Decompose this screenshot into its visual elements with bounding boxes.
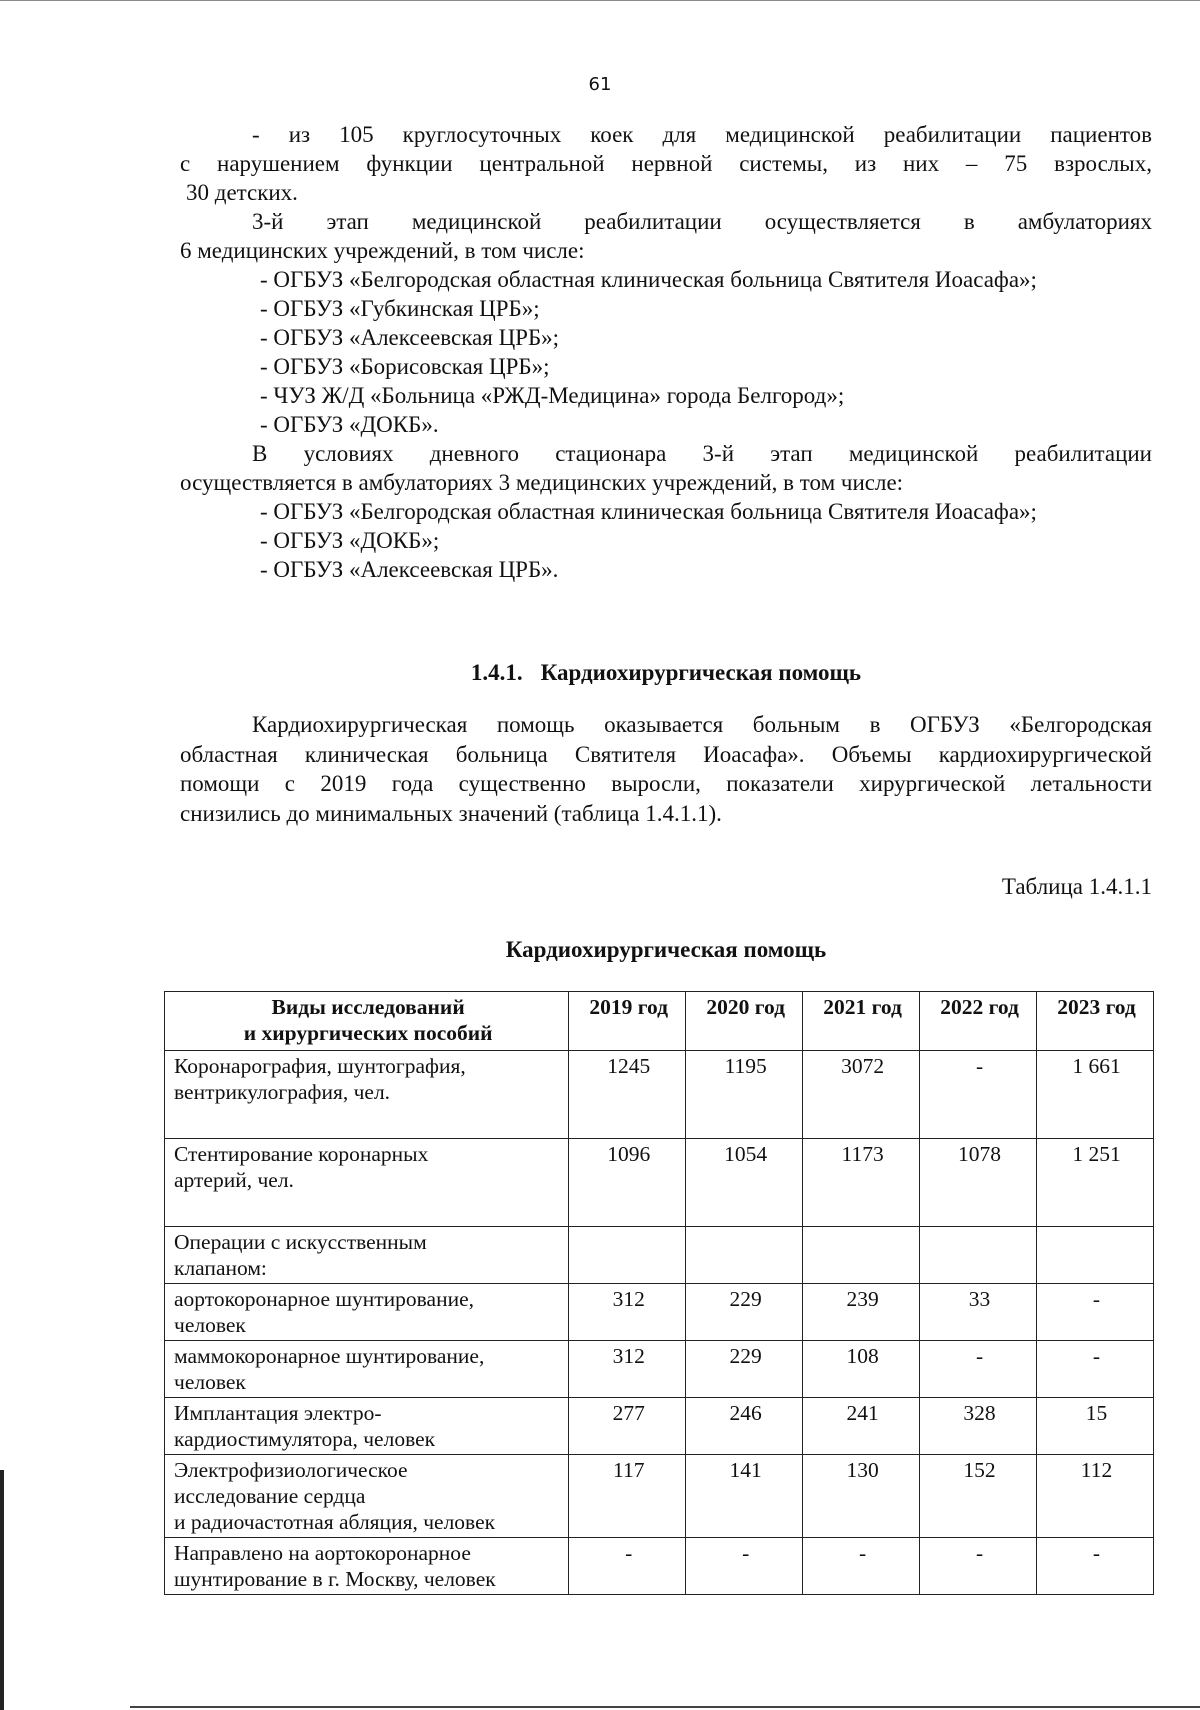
value-cell: 1195	[686, 1051, 803, 1139]
value-cell: 1 251	[1037, 1139, 1154, 1227]
value-cell: 312	[569, 1284, 686, 1341]
list-item: - ОГБУЗ «ДОКБ».	[260, 412, 439, 437]
intro-text	[180, 120, 1152, 584]
page-number: 61	[588, 74, 612, 95]
row-label	[165, 1538, 569, 1595]
header-line: и хирургических пособий	[243, 1021, 493, 1045]
header-year: 2023 год	[1037, 992, 1154, 1051]
row-label-line: кардиостимулятора, человек	[174, 1427, 436, 1451]
row-label-line: Операции с искусственным	[174, 1230, 427, 1254]
value-cell: -	[569, 1538, 686, 1595]
section-title: Кардиохирургическая помощь	[540, 660, 862, 685]
value-cell: -	[1037, 1538, 1154, 1595]
row-label-line: человек	[174, 1313, 246, 1337]
list-item: - ОГБУЗ «Губкинская ЦРБ»;	[260, 296, 540, 321]
row-label-line: Электрофизиологическое	[174, 1458, 408, 1482]
header-year: 2019 год	[569, 992, 686, 1051]
left-margin-line	[0, 1470, 4, 1710]
row-label-line: артерий, чел.	[174, 1168, 294, 1192]
row-label-line: человек	[174, 1370, 246, 1394]
row-label	[165, 1227, 569, 1284]
row-label-line: Направлено на аортокоронарное	[174, 1541, 471, 1565]
row-label-line: и радиочастотная абляция, человек	[174, 1510, 496, 1534]
header-year: 2021 год	[803, 992, 920, 1051]
table-header-row	[165, 992, 1154, 1051]
value-cell	[1037, 1227, 1154, 1284]
paragraph-line: помощи с 2019 года существенно выросли, показатели хирургической летальности	[180, 771, 1152, 796]
row-label	[165, 1398, 569, 1455]
value-cell: 33	[920, 1284, 1037, 1341]
intro-line: с нарушением функции центральной нервной системы, из них – 75 взрослых,	[180, 151, 1152, 176]
table-row	[165, 1227, 1154, 1284]
row-label	[165, 1284, 569, 1341]
value-cell	[803, 1227, 920, 1284]
row-label-line: Стентирование коронарных	[174, 1142, 429, 1166]
stage3-line: 6 медицинских учреждений, в том числе:	[180, 238, 585, 263]
value-cell: -	[803, 1538, 920, 1595]
value-cell	[686, 1227, 803, 1284]
value-cell: 1078	[920, 1139, 1037, 1227]
row-label-line: маммокоронарное шунтирование,	[174, 1344, 485, 1368]
value-cell: -	[1037, 1284, 1154, 1341]
header-types	[165, 992, 569, 1051]
row-label-line: вентрикулография, чел.	[174, 1080, 391, 1104]
table-row	[165, 1455, 1154, 1538]
section-heading	[180, 658, 1152, 687]
value-cell: 229	[686, 1284, 803, 1341]
table-row	[165, 1538, 1154, 1595]
table-row	[165, 1398, 1154, 1455]
value-cell: -	[686, 1538, 803, 1595]
intro-line: 30 детских.	[186, 180, 298, 205]
table-row	[165, 1051, 1154, 1139]
value-cell: -	[920, 1051, 1037, 1139]
value-cell: -	[1037, 1341, 1154, 1398]
value-cell: 328	[920, 1398, 1037, 1455]
value-cell: 1096	[569, 1139, 686, 1227]
section-number: 1.4.1.	[470, 660, 523, 685]
table-row	[165, 1341, 1154, 1398]
value-cell: 130	[803, 1455, 920, 1538]
value-cell: 1054	[686, 1139, 803, 1227]
header-year: 2022 год	[920, 992, 1037, 1051]
value-cell: 277	[569, 1398, 686, 1455]
list-item: - ЧУЗ Ж/Д «Больница «РЖД-Медицина» города Белгород»;	[260, 383, 845, 408]
value-cell	[569, 1227, 686, 1284]
value-cell: 312	[569, 1341, 686, 1398]
table-label: Таблица 1.4.1.1	[1001, 874, 1152, 899]
paragraph-line: снизились до минимальных значений (таблица 1.4.1.1).	[180, 800, 722, 826]
row-label	[165, 1051, 569, 1139]
dayhosp-line: В условиях дневного стационара 3-й этап медицинской реабилитации	[252, 441, 1152, 466]
list-item: - ОГБУЗ «Белгородская областная клиническая больница Святителя Иоасафа»;	[260, 499, 1037, 524]
value-cell: 229	[686, 1341, 803, 1398]
list-item: - ОГБУЗ «Белгородская областная клиническая больница Святителя Иоасафа»;	[260, 267, 1037, 292]
list-item: - ОГБУЗ «ДОКБ»;	[260, 528, 440, 553]
value-cell: 246	[686, 1398, 803, 1455]
value-cell: 141	[686, 1455, 803, 1538]
list-item: - ОГБУЗ «Борисовская ЦРБ»;	[260, 354, 550, 379]
row-label-line: клапаном:	[174, 1256, 267, 1280]
value-cell: 1173	[803, 1139, 920, 1227]
bottom-border-line	[130, 1706, 1200, 1708]
value-cell: 1245	[569, 1051, 686, 1139]
paragraph-line: Кардиохирургическая помощь оказывается больным в ОГБУЗ «Белгородская	[252, 712, 1152, 737]
value-cell: 15	[1037, 1398, 1154, 1455]
table-row	[165, 1284, 1154, 1341]
value-cell: 117	[569, 1455, 686, 1538]
paragraph-line: областная клиническая больница Святителя Иоасафа». Объемы кардиохирургической	[180, 741, 1152, 767]
value-cell	[920, 1227, 1037, 1284]
value-cell: 3072	[803, 1051, 920, 1139]
table-row	[165, 1139, 1154, 1227]
top-border-line	[0, 0, 1200, 1]
table-caption: Кардиохирургическая помощь	[505, 937, 827, 962]
value-cell: -	[920, 1538, 1037, 1595]
header-line: Виды исследований	[271, 995, 465, 1019]
intro-line: - из 105 круглосуточных коек для медицинской реабилитации пациентов	[252, 122, 1152, 147]
row-label	[165, 1341, 569, 1398]
value-cell: 241	[803, 1398, 920, 1455]
row-label	[165, 1139, 569, 1227]
cardiac-surgery-table	[164, 991, 1154, 1595]
list-item: - ОГБУЗ «Алексеевская ЦРБ»;	[260, 325, 560, 350]
value-cell: 108	[803, 1341, 920, 1398]
row-label-line: шунтирование в г. Москву, человек	[174, 1567, 496, 1591]
row-label	[165, 1455, 569, 1538]
value-cell: 112	[1037, 1455, 1154, 1538]
header-year: 2020 год	[686, 992, 803, 1051]
row-label-line: исследование сердца	[174, 1484, 366, 1508]
dayhosp-line: осуществляется в амбулаториях 3 медицинских учреждений, в том числе:	[180, 470, 904, 495]
value-cell: 1 661	[1037, 1051, 1154, 1139]
row-label-line: аортокоронарное шунтирование,	[174, 1287, 475, 1311]
value-cell: 239	[803, 1284, 920, 1341]
list-item: - ОГБУЗ «Алексеевская ЦРБ».	[260, 557, 559, 582]
stage3-line: 3-й этап медицинской реабилитации осуществляется в амбулаториях	[252, 209, 1152, 234]
value-cell: -	[920, 1341, 1037, 1398]
section-paragraph	[180, 710, 1152, 828]
row-label-line: Имплантация электро-	[174, 1401, 382, 1425]
value-cell: 152	[920, 1455, 1037, 1538]
row-label-line: Коронарография, шунтография,	[174, 1054, 466, 1078]
